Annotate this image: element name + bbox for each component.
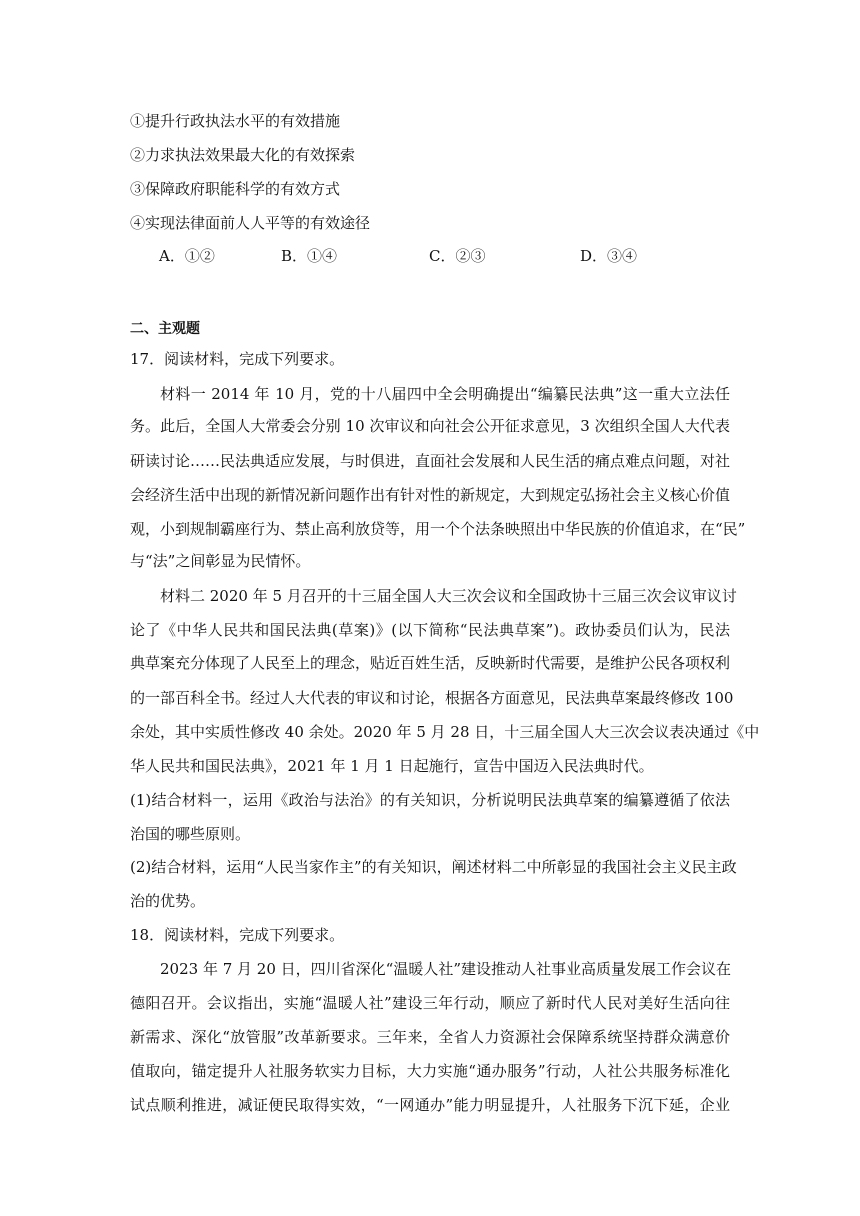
q17-material2-line: 的一部百科全书。经过人大代表的审议和讨论，根据各方面意见，民法典草案最终修改 100 bbox=[130, 689, 734, 707]
q17-material2-line: 余处，其中实质性修改 40 余处。2020 年 5 月 28 日，十三届全国人大三次会议表决通过《中 bbox=[130, 723, 760, 741]
q17-material1-line: 与“法”之间彰显为民情怀。 bbox=[130, 552, 311, 570]
option-c: C．②③ bbox=[429, 247, 486, 265]
q18-stem: 18．阅读材料，完成下列要求。 bbox=[130, 926, 345, 944]
option-b: B．①④ bbox=[281, 247, 338, 265]
section-title: 二、主观题 bbox=[130, 321, 200, 337]
q17-material1-line: 务。此后，全国人大常委会分别 10 次审议和向社会公开征求意见，3 次组织全国人大代表 bbox=[130, 417, 730, 435]
q17-subquestion-2: 治的优势。 bbox=[130, 892, 206, 910]
q17-material2-line: 典草案充分体现了人民至上的理念，贴近百姓生活，反映新时代需要，是维护公民各项权利 bbox=[130, 654, 731, 672]
q17-material1-line: 研读讨论……民法典适应发展，与时俱进，直面社会发展和人民生活的痛点难点问题，对社 bbox=[130, 452, 731, 470]
q17-material1-line: 会经济生活中出现的新情况新问题作出有针对性的新规定，大到规定弘扬社会主义核心价值 bbox=[130, 486, 731, 504]
q18-paragraph-line: 试点顺利推进，减证便民取得实效，“一网通办”能力明显提升，人社服务下沉下延，企业 bbox=[130, 1096, 730, 1114]
q17-stem: 17．阅读材料，完成下列要求。 bbox=[130, 350, 345, 368]
statement-1: ①提升行政执法水平的有效措施 bbox=[130, 112, 341, 130]
q18-paragraph-line: 德阳召开。会议指出，实施“温暖人社”建设三年行动，顺应了新时代人民对美好生活向往 bbox=[130, 994, 730, 1012]
q17-material2-line: 材料二 2020 年 5 月召开的十三届全国人大三次会议和全国政协十三届三次会议审议讨 bbox=[160, 587, 737, 605]
q17-subquestion-1: 治国的哪些原则。 bbox=[130, 825, 251, 843]
q17-subquestion-1: (1)结合材料一，运用《政治与法治》的有关知识，分析说明民法典草案的编纂遵循了依法 bbox=[130, 791, 730, 809]
statement-4: ④实现法律面前人人平等的有效途径 bbox=[130, 214, 371, 232]
statement-2: ②力求执法效果最大化的有效探索 bbox=[130, 146, 356, 164]
q17-material2-line: 论了《中华人民共和国民法典(草案)》(以下简称“民法典草案”)。政协委员们认为，民法 bbox=[130, 621, 730, 639]
q18-paragraph-line: 新需求、深化“放管服”改革新要求。三年来，全省人力资源社会保障系统坚持群众满意价 bbox=[130, 1028, 730, 1046]
q17-material2-line: 华人民共和国民法典》，2021 年 1 月 1 日起施行，宣告中国迈入民法典时代。 bbox=[130, 757, 654, 775]
q18-paragraph-line: 值取向，锚定提升人社服务软实力目标，大力实施“通办服务”行动，人社公共服务标准化 bbox=[130, 1062, 730, 1080]
q18-paragraph-line: 2023 年 7 月 20 日，四川省深化“温暖人社”建设推动人社事业高质量发展工作会议在 bbox=[160, 960, 731, 978]
q17-material1-line: 材料一 2014 年 10 月，党的十八届四中全会明确提出“编纂民法典”这一重大立法任 bbox=[160, 385, 730, 403]
option-d: D．③④ bbox=[580, 247, 638, 265]
statement-3: ③保障政府职能科学的有效方式 bbox=[130, 180, 341, 198]
q17-material1-line: 观，小到规制霸座行为、禁止高利放贷等，用一个个法条映照出中华民族的价值追求，在“民” bbox=[130, 520, 746, 538]
q17-subquestion-2: (2)结合材料，运用“人民当家作主”的有关知识，阐述材料二中所彰显的我国社会主义民主政 bbox=[130, 858, 737, 876]
option-a: A．①② bbox=[159, 247, 215, 265]
